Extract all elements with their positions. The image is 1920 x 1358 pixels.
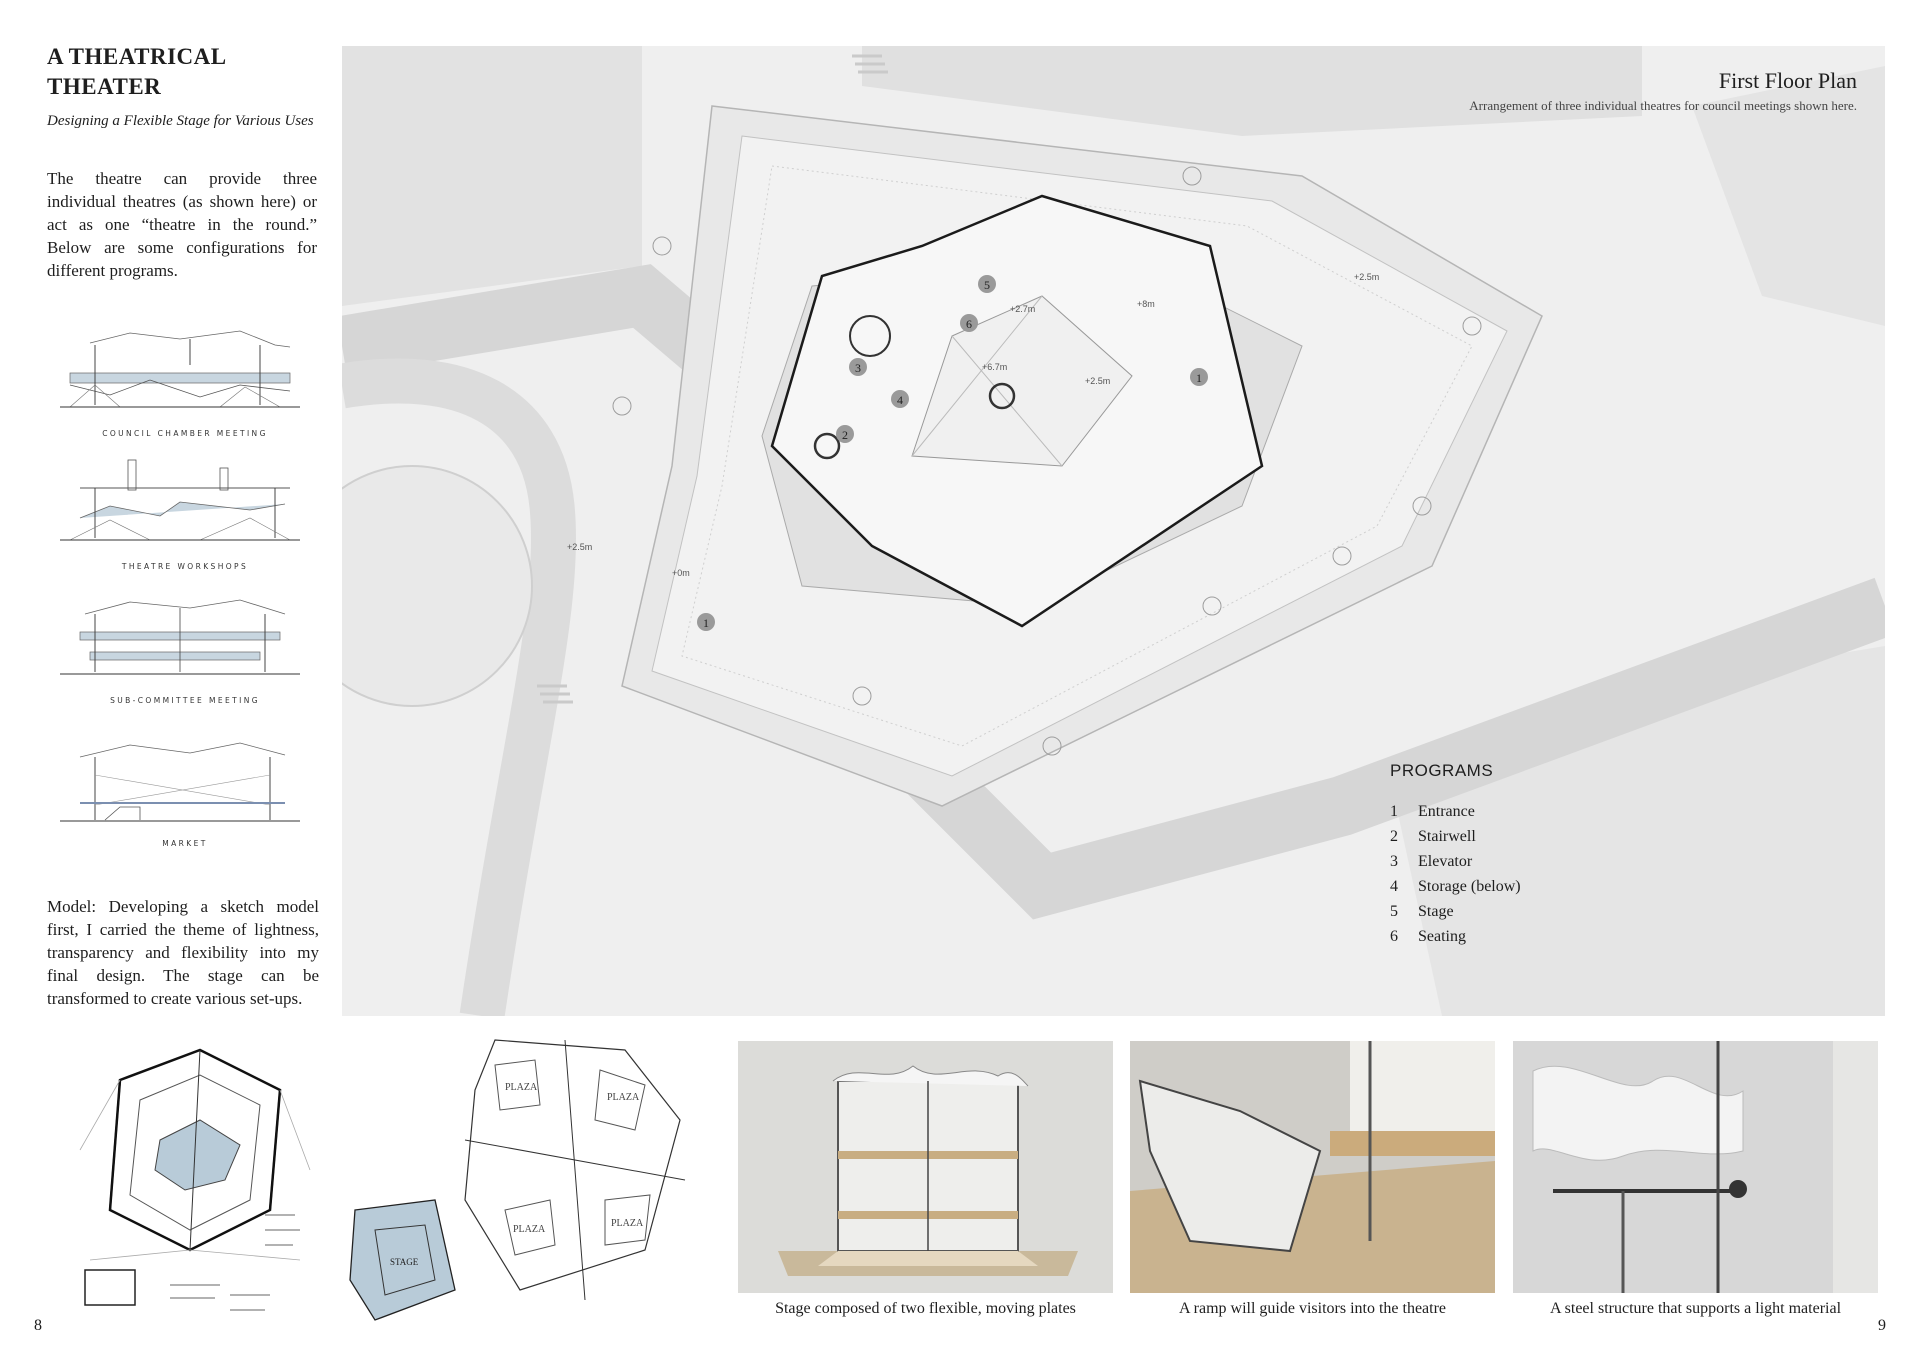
sketch-plaza-plan <box>345 1030 715 1330</box>
plan-caption: Arrangement of three individual theatres for council meetings shown here. <box>1469 98 1857 113</box>
config-label: COUNCIL CHAMBER MEETING <box>102 429 268 438</box>
photo-steel-structure <box>1513 1041 1878 1293</box>
legend-label: Stairwell <box>1418 828 1476 845</box>
legend-label: Stage <box>1418 903 1454 920</box>
plan-marker <box>849 358 867 376</box>
svg-text:6: 6 <box>966 317 972 331</box>
photo-caption: A steel structure that supports a light material <box>1549 1300 1842 1317</box>
legend-item <box>1390 899 1590 924</box>
config-label: MARKET <box>162 839 208 848</box>
site-plan-drawing <box>342 46 1885 1016</box>
sketch-note: PLAZA <box>611 1218 644 1229</box>
photo-caption: A ramp will guide visitors into the theatre <box>1178 1300 1447 1317</box>
legend-item <box>1390 799 1590 824</box>
plan-marker <box>891 390 909 408</box>
model-paragraph: Model: Developing a sketch model first, I carried the theme of lightness, transparency and flexibility into my final design. The stage can be transformed to create various set-ups. <box>47 897 319 1008</box>
intro-paragraph: The theatre can provide three individual theatres (as shown here) or act as one “theatre in the round.” Below are some configurations for different programs. <box>47 169 317 280</box>
plan-marker <box>960 314 978 332</box>
legend-label: Storage (below) <box>1418 878 1521 895</box>
legend-number: 1 <box>1390 803 1398 820</box>
svg-text:4: 4 <box>897 393 903 407</box>
config-section-drawing <box>50 592 310 692</box>
legend-number: 5 <box>1390 903 1398 920</box>
roundabout <box>342 466 532 706</box>
svg-text:+2.5m: +2.5m <box>1085 376 1111 386</box>
legend-number: 6 <box>1390 928 1398 945</box>
stage-model-image <box>738 1041 1113 1293</box>
legend-number: 2 <box>1390 828 1398 845</box>
plaza-sketch-drawing <box>345 1030 715 1330</box>
building-block <box>862 46 1642 136</box>
legend-label: Seating <box>1418 928 1466 945</box>
sketch-note: PLAZA <box>607 1092 640 1103</box>
plan-marker <box>697 613 715 631</box>
config-theatre-workshops <box>50 458 320 571</box>
plan-marker <box>978 275 996 293</box>
plan-marker <box>836 425 854 443</box>
building-block <box>342 46 642 306</box>
config-label: SUB-COMMITTEE MEETING <box>110 696 260 705</box>
page-subtitle: Designing a Flexible Stage for Various Uses <box>47 113 314 129</box>
svg-text:+2.5m: +2.5m <box>567 542 593 552</box>
legend-item <box>1390 849 1590 874</box>
svg-text:+6.7m: +6.7m <box>982 362 1008 372</box>
legend-label: Entrance <box>1418 803 1475 820</box>
sketch-note: PLAZA <box>513 1224 546 1235</box>
legend-number: 4 <box>1390 878 1398 895</box>
svg-text:+2.7m: +2.7m <box>1010 304 1036 314</box>
config-label: THEATRE WORKSHOPS <box>121 562 249 571</box>
page-number-left: 8 <box>34 1317 42 1334</box>
programs-legend <box>1390 761 1590 949</box>
legend-item <box>1390 824 1590 849</box>
svg-text:1: 1 <box>1196 371 1202 385</box>
plan-marker <box>1190 368 1208 386</box>
config-section-drawing <box>50 735 310 835</box>
svg-text:2: 2 <box>842 428 848 442</box>
svg-text:+8m: +8m <box>1137 299 1155 309</box>
sketch-isometric <box>50 1030 340 1330</box>
isometric-sketch-drawing <box>50 1030 340 1330</box>
photo-stage-model <box>738 1041 1113 1293</box>
sketch-note: STAGE <box>390 1257 419 1267</box>
svg-text:+2.5m: +2.5m <box>1354 272 1380 282</box>
sketch-note: PLAZA <box>505 1082 538 1093</box>
config-sub-committee <box>50 592 320 705</box>
plan-title: First Floor Plan <box>1718 68 1857 93</box>
legend-item <box>1390 874 1590 899</box>
config-section-drawing <box>50 458 310 558</box>
ramp-model-image <box>1130 1041 1495 1293</box>
photo-caption: Stage composed of two flexible, moving plates <box>775 1300 1076 1317</box>
svg-text:3: 3 <box>855 361 861 375</box>
page-number-right: 9 <box>1878 1317 1886 1334</box>
steel-structure-image <box>1513 1041 1878 1293</box>
svg-text:1: 1 <box>703 616 709 630</box>
first-floor-plan <box>342 46 1885 1016</box>
legend-heading: PROGRAMS <box>1390 761 1494 780</box>
legend-number: 3 <box>1390 853 1398 870</box>
config-council-chamber <box>50 325 320 438</box>
config-section-drawing <box>50 325 310 425</box>
svg-text:5: 5 <box>984 278 990 292</box>
legend-label: Elevator <box>1418 853 1473 870</box>
page-title: A THEATRICAL THEATER <box>47 44 226 99</box>
photo-ramp-model <box>1130 1041 1495 1293</box>
config-market <box>50 735 320 848</box>
legend-item <box>1390 924 1590 949</box>
svg-text:+0m: +0m <box>672 568 690 578</box>
